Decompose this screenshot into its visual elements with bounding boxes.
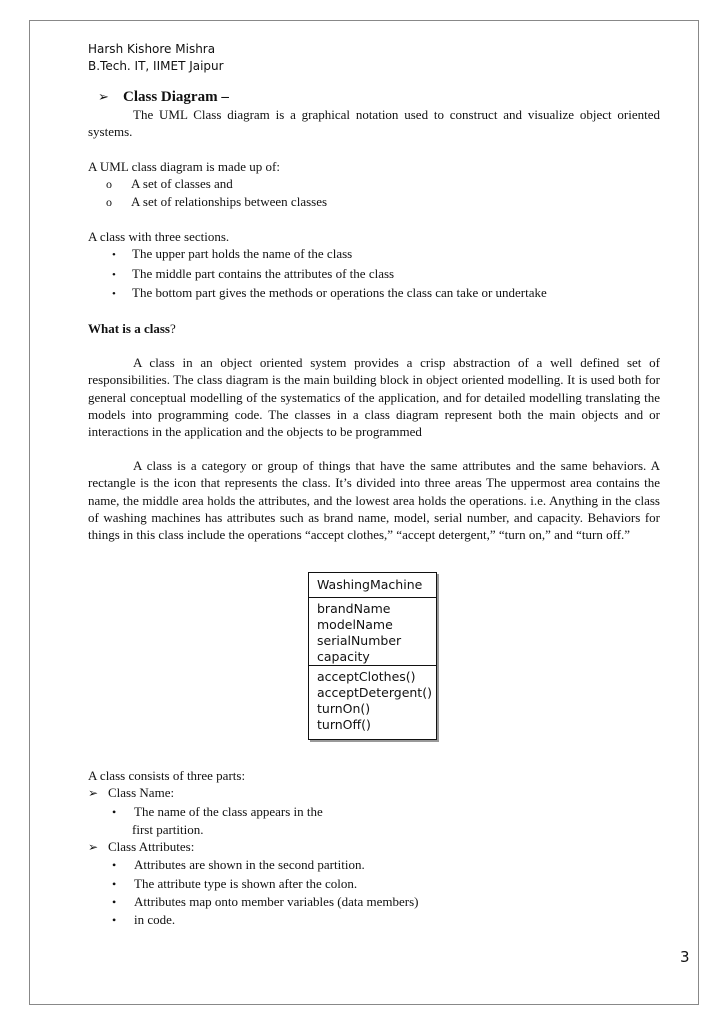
header-author: Harsh Kishore Mishra [88,42,216,56]
bullet-icon: • [112,895,117,910]
uml-operation: turnOff() [317,717,371,732]
list-item [88,784,660,802]
what-is-tail: ? [169,321,176,337]
paragraph-1: A class in an object oriented system provides a crisp abstraction of a well defined set of responsibilities. The class diagram is the main building block in object oriented modelling. It is used both for general conceptual modelling of the systematics of the application, and for detailed modelling translating the models into programming code. The classes in a class diagram represent both the main objects and or interactions in the application and the objects to be programmed [88,355,660,440]
list-item-text: The upper part holds the name of the class [132,246,353,262]
list-item-continuation: first partition. [132,821,204,837]
header-affiliation: B.Tech. IT, IIMET Jaipur [88,59,224,73]
list-item [88,175,660,193]
list-item [88,875,660,893]
class-attributes-heading: Class Attributes: [108,839,195,855]
paragraph-2: A class is a category or group of things that have the same attributes and the same behaviors. A rectangle is the icon that represents the class. It’s divided into three areas The uppermost area contains the name, the middle area holds the attributes, and the lowest area holds the operations. i.e. Anything in the class of washing machines has attributes such as brand name, model, serial number, and capacity. Behaviors for things in this class include the operations “accept clothes,” “accept detergent,” “turn on,” and “turn off.” [88,458,660,543]
list-item-text: The bottom part gives the methods or operations the class can take or undertake [132,284,547,300]
list-item [88,911,660,929]
list-item-text: in code. [134,912,176,928]
arrow-bullet-icon: ➢ [98,89,109,104]
bullet-icon: • [112,268,116,281]
uml-attribute: brandName [317,601,391,616]
what-is-heading [88,320,660,337]
class-name-heading: Class Name: [108,785,175,801]
list-item-text: The attribute type is shown after the colon. [134,875,358,891]
circle-bullet-icon: o [106,176,112,191]
list-item [88,893,660,911]
uml-attribute: serialNumber [317,633,402,648]
section-heading [88,88,660,106]
sections-lead: A class with three sections. [88,229,230,245]
list-item-text: A set of classes and [131,175,233,191]
section-title: Class Diagram – [123,89,229,105]
list-item [88,838,660,856]
list-item [88,265,660,284]
bullet-icon: • [112,876,117,891]
uml-attribute: modelName [317,617,393,632]
made-up-lead: A UML class diagram is made up of: [88,158,280,174]
bullet-icon: • [112,287,116,300]
bullet-icon: • [112,913,117,928]
bullet-icon: • [112,249,116,262]
uml-operation: acceptDetergent() [317,685,432,700]
uml-class-name: WashingMachine [309,573,436,598]
parts-section [88,767,660,930]
uml-class-box [308,572,437,740]
list-item-text: The name of the class appears in the [134,803,323,819]
uml-operations [309,666,436,733]
list-item [88,245,660,264]
uml-attribute: capacity [317,649,370,664]
page-number: 3 [680,948,690,966]
list-item [88,193,660,211]
list-item [88,856,660,874]
list-item-text: Attributes are shown in the second partition. [134,857,365,873]
list-item [88,284,660,303]
bullet-icon: • [112,858,117,873]
circle-bullet-icon: o [106,195,112,210]
uml-operation: turnOn() [317,701,371,716]
parts-lead: A class consists of three parts: [88,768,246,783]
intro-paragraph: The UML Class diagram is a graphical notation used to construct and visualize object oriented systems. [88,107,660,140]
list-item [88,803,660,821]
uml-operation: acceptClothes() [317,669,416,684]
arrow-bullet-icon: ➢ [88,840,99,855]
arrow-bullet-icon: ➢ [88,786,99,801]
document-body [88,88,660,543]
bullet-icon: • [112,804,117,819]
list-item-text: A set of relationships between classes [131,194,328,210]
list-item-text: Attributes map onto member variables (data members) [134,894,419,910]
what-is-bold: What is a class [88,321,170,337]
uml-attributes [309,598,436,666]
list-item-text: The middle part contains the attributes of the class [132,265,395,281]
